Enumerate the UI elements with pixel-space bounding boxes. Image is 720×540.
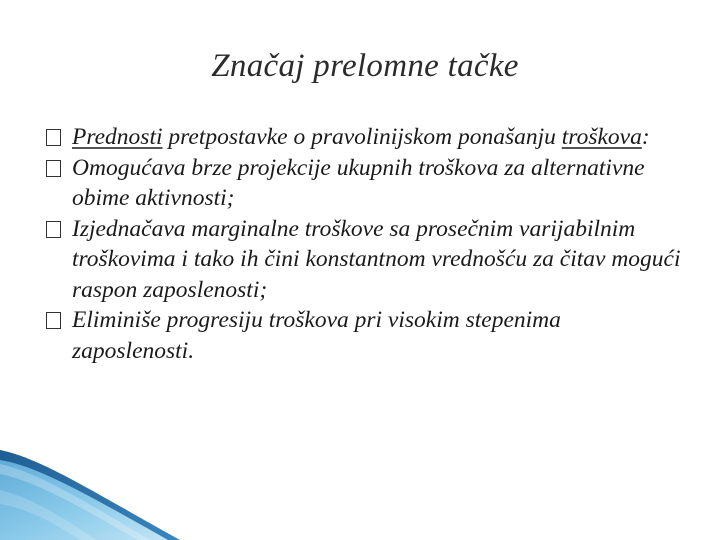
bullet-item-4 [46, 305, 686, 366]
hollow-square-bullet-icon [46, 160, 61, 177]
hollow-square-bullet-icon [46, 129, 61, 146]
bullet-item-3 [46, 214, 686, 306]
bullet-item-2 [46, 153, 686, 214]
slide-title-text: Značaj prelomne tačke [211, 48, 519, 84]
slide-title [0, 48, 720, 85]
bullet-list [46, 122, 686, 366]
bullet-3-text: Izjednačava marginalne troškove sa prosečnim varijabilnim troškovima i tako ih čini konstantnom vrednošću za čitav mogući raspon zaposlenosti; [72, 215, 681, 303]
bullet-4-text: Eliminiše progresiju troškova pri visokim stepenima zaposlenosti. [72, 307, 561, 364]
bullet-1-lead: Prednosti [72, 124, 163, 150]
bullet-1-end: : [641, 124, 650, 150]
bullet-item-1 [46, 122, 686, 153]
bullet-1-tail: troškova [561, 124, 642, 150]
corner-wave-decoration [0, 450, 180, 540]
bullet-1-text: pretpostavke o pravolinijskom ponašanju [162, 124, 562, 150]
hollow-square-bullet-icon [46, 312, 61, 329]
hollow-square-bullet-icon [46, 221, 61, 238]
bullet-2-text: Omogućava brze projekcije ukupnih troškova za alternativne obime aktivnosti; [72, 154, 645, 211]
